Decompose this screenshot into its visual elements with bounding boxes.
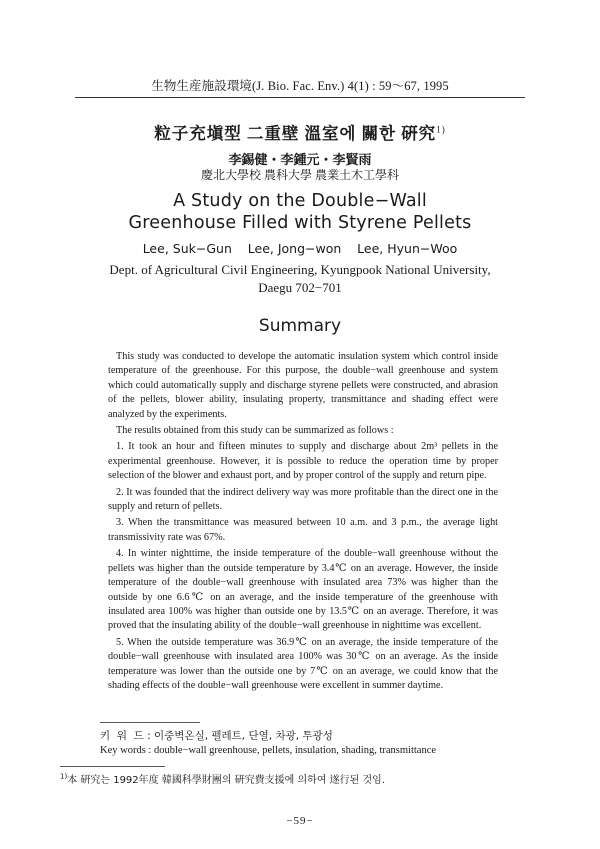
english-title-line2: Greenhouse Filled with Styrene Pellets — [128, 213, 472, 233]
paragraph-results-lead: The results obtained from this study can be summarized as follows : — [116, 425, 394, 437]
footnote-mark: 1) — [60, 772, 68, 781]
paragraph-result-4: 4. In winter nighttime, the inside temperature of the double−wall greenhouse without the pellets was higher than the outside temperature by 3.4℃ on an average. However, the inside temperature of the double−wall greenhouse with insulated area 73% was higher than the outside by one 6.6℃ on an average, and the inside temperature of the greenhouse with insulated area 100% was higher than outside one by 13.5℃ on an average. Therefore, it was proved that the insulating ability of the double−wall greenhouse in nighttime was excellent. — [108, 548, 498, 632]
summary-heading: Summary — [258, 316, 342, 336]
paragraph-result-1: 1. It took an hour and fifteen minutes to supply and discharge about 2m³ pellets in the experimental greenhouse. However, it is possible to reduce the operation time by proper selection of the blower and exhaust port, and by proper control of the supply and return pipe. — [108, 441, 498, 482]
keywords-korean: 키 워 드 : 이중벽온실, 펠레트, 단열, 차광, 투광성 — [100, 730, 333, 742]
keywords-rule — [100, 722, 200, 723]
footnote-rule — [60, 766, 165, 767]
paragraph-result-2: 2. It was founded that the indirect delivery way was more profitable than the direct one in the supply and return of pellets. — [108, 486, 498, 513]
paragraph-result-3: 3. When the transmittance was measured between 10 a.m. and 3 p.m., the average light transmissivity rate was 67%. — [108, 517, 498, 543]
keywords-english: Key words : double−wall greenhouse, pellets, insulation, shading, transmittance — [100, 745, 437, 756]
journal-header: 生物生産施設環境(J. Bio. Fac. Env.) 4(1) : 59～67, 1995 — [151, 79, 449, 93]
korean-title-text: 粒子充塡型 二重壁 溫室에 關한 硏究 — [154, 124, 437, 143]
header-rule — [75, 97, 525, 98]
korean-title — [0, 120, 600, 144]
english-title — [0, 190, 600, 234]
korean-affiliation: 慶北大學校 農科大學 農業土木工學科 — [200, 168, 399, 182]
english-affiliation-line1: Dept. of Agricultural Civil Engineering, Kyungpook National University, — [109, 262, 491, 277]
english-affiliation — [0, 261, 600, 297]
paragraph-intro: This study was conducted to develope the automatic insulation system which control inside temperature of the greenhouse. For this purpose, the double−wall greenhouse and system which could automatically supply and discharge styrene pellets were constructed, and abrasion of the pellets, blower ability, insulating property, transmittance and shading effect were analyzed by the experiments. — [108, 351, 498, 420]
korean-title-footnote-mark: 1) — [436, 124, 446, 135]
summary-body — [108, 350, 498, 693]
korean-authors: 李錫健・李鍾元・李賢雨 — [228, 152, 372, 167]
english-title-line1: A Study on the Double−Wall — [173, 191, 427, 211]
page-number: −59− — [286, 815, 314, 827]
english-authors: Lee, Suk−Gun Lee, Jong−won Lee, Hyun−Woo — [142, 241, 458, 256]
footnote — [60, 771, 385, 786]
english-affiliation-line2: Daegu 702−701 — [258, 280, 342, 295]
paragraph-result-5: 5. When the outside temperature was 36.9℃ on an average, the inside temperature of the double−wall greenhouse with insulated area 100% was 30℃ on an average. As the inside temperature was lower than the outside one by 7℃ on an average, we could know that the shading effects of the double−wall greenhouse were excellent in summer daytime. — [108, 636, 498, 691]
footnote-text: 本 硏究는 1992年度 韓國科學財團의 硏究費支援에 의하여 遂行된 것임. — [67, 775, 386, 786]
